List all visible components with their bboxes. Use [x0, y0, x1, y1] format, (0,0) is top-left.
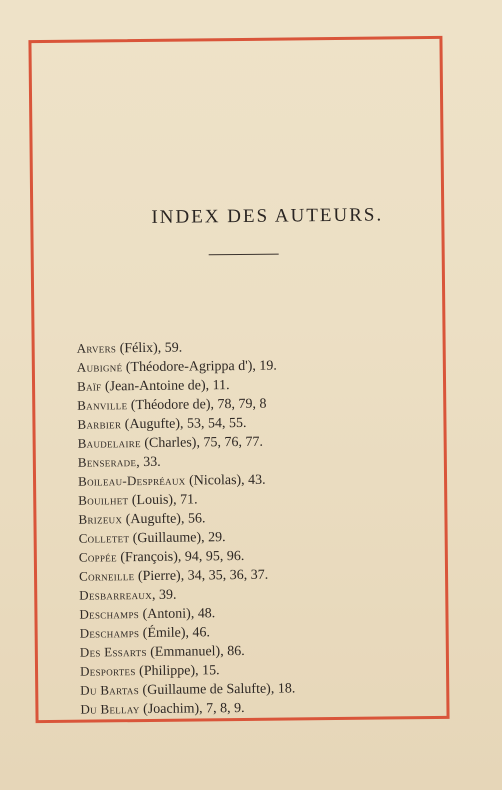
- author-details: (Félix), 59.: [116, 340, 183, 357]
- title-underline: [209, 254, 279, 256]
- author-details: (Théodore de), 78, 79, 8: [127, 396, 267, 414]
- author-name: Coppée: [78, 549, 117, 565]
- author-name: Benserade: [77, 454, 137, 470]
- author-details: (Théodore-Agrippa d'), 19.: [122, 358, 277, 376]
- author-name: Deschamps: [79, 606, 140, 622]
- author-name: Deschamps: [79, 625, 140, 641]
- author-name: Du Bellay: [80, 701, 140, 717]
- author-details: (Philippe), 15.: [135, 663, 220, 680]
- author-details: (Nicolas), 43.: [185, 472, 266, 489]
- author-details: (Augufte), 53, 54, 55.: [121, 415, 247, 433]
- author-details: (Antoni), 48.: [138, 606, 216, 623]
- author-details: (Emmanuel), 86.: [146, 643, 245, 660]
- author-name: Bouilhet: [78, 492, 129, 508]
- author-name: Arvers: [76, 340, 117, 356]
- author-name: Baudelaire: [77, 435, 141, 451]
- author-name: Desbarreaux: [79, 586, 153, 603]
- author-name: Barbier: [77, 416, 122, 432]
- red-border-frame: [28, 36, 449, 723]
- author-details: (Joachim), 7, 8, 9.: [139, 700, 245, 718]
- author-name: Banville: [77, 397, 128, 413]
- author-details: (Pierre), 34, 35, 36, 37.: [134, 567, 269, 585]
- author-details: (Guillaume de Salufte), 18.: [138, 681, 296, 699]
- author-details: (Guillaume), 29.: [129, 530, 226, 547]
- author-details: (Louis), 71.: [128, 492, 198, 509]
- author-details: (François), 94, 95, 96.: [116, 548, 245, 566]
- author-name: Des Essarts: [79, 643, 147, 660]
- author-name: Corneille: [78, 568, 135, 584]
- author-name: Du Bartas: [80, 682, 140, 698]
- author-details: (Jean-Antoine de), 11.: [101, 378, 230, 395]
- author-name: Brizeux: [78, 511, 123, 527]
- author-name: Boileau-Despréaux: [77, 472, 186, 489]
- page-content: [31, 39, 446, 720]
- author-details: (Charles), 75, 76, 77.: [140, 434, 264, 452]
- author-name: Aubigné: [76, 359, 123, 375]
- author-details: , 33.: [136, 454, 161, 471]
- author-details: (Augufte), 56.: [122, 511, 206, 528]
- index-entry: [80, 696, 450, 719]
- author-details: , 39.: [151, 587, 177, 603]
- author-name: Baïf: [76, 378, 102, 394]
- author-name: Colletet: [78, 530, 130, 546]
- author-name: Desportes: [79, 663, 136, 679]
- author-details: (Émile), 46.: [139, 625, 211, 642]
- author-index-list: [77, 335, 451, 719]
- page-title: INDEX DES AUTEURS.: [151, 204, 384, 228]
